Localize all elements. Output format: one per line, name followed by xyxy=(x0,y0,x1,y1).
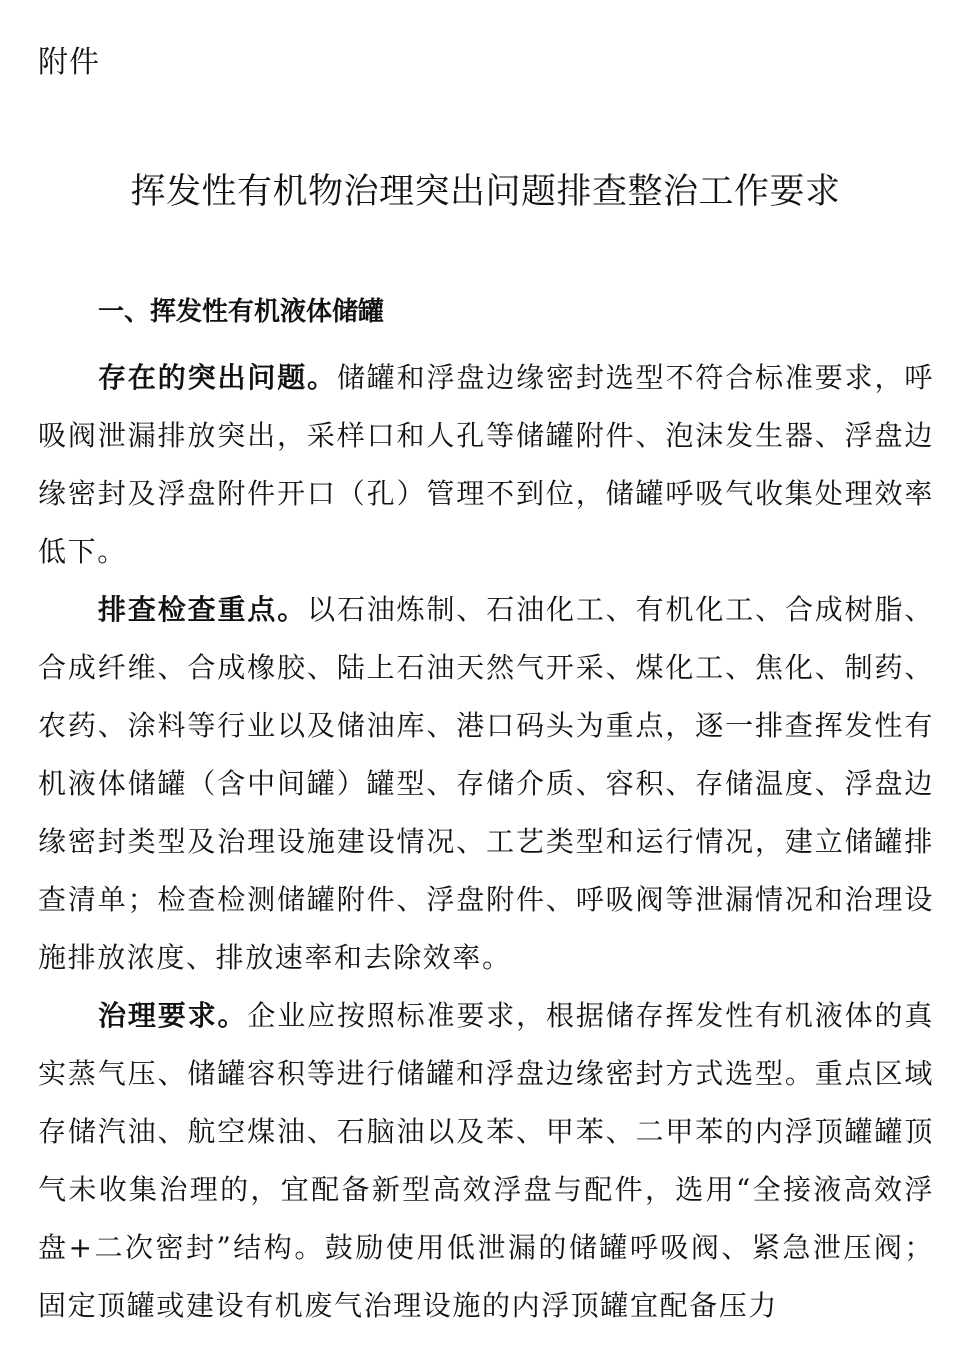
paragraph-inspection-focus xyxy=(38,581,934,987)
paragraph-problems xyxy=(38,349,934,581)
paragraph-text: 企业应按照标准要求，根据储存挥发性有机液体的真实蒸气压、储罐容积等进行储罐和浮盘边缘密封方式选型。重点区域存储汽油、航空煤油、石脑油以及苯、甲苯、二甲苯的内浮顶罐罐顶气未收集治理的，宜配备新型高效浮盘与配件，选用“全接液高效浮盘+二次密封”结构。鼓励使用低泄漏的储罐呼吸阀、紧急泄压阀；固定顶罐或建设有机废气治理设施的内浮顶罐宜配备压力 xyxy=(38,999,934,1322)
paragraph-text: 以石油炼制、石油化工、有机化工、合成树脂、合成纤维、合成橡胶、陆上石油天然气开采、煤化工、焦化、制药、农药、涂料等行业以及储油库、港口码头为重点，逐一排查挥发性有机液体储罐（含中间罐）罐型、存储介质、容积、存储温度、浮盘边缘密封类型及治理设施建设情况、工艺类型和运行情况，建立储罐排查清单；检查检测储罐附件、浮盘附件、呼吸阀等泄漏情况和治理设施排放浓度、排放速率和去除效率。 xyxy=(38,593,935,974)
paragraph-lead: 存在的突出问题。 xyxy=(98,361,337,394)
paragraph-requirements xyxy=(38,987,934,1335)
section-heading: 一、挥发性有机液体储罐 xyxy=(98,297,385,327)
paragraph-lead: 排查检查重点。 xyxy=(98,593,308,626)
document-title: 挥发性有机物治理突出问题排查整治工作要求 xyxy=(130,172,841,212)
section-body xyxy=(38,349,934,1335)
paragraph-text: 储罐和浮盘边缘密封选型不符合标准要求，呼吸阀泄漏排放突出，采样口和人孔等储罐附件、泡沫发生器、浮盘边缘密封及浮盘附件开口（孔）管理不到位，储罐呼吸气收集处理效率低下。 xyxy=(38,361,934,568)
paragraph-lead: 治理要求。 xyxy=(98,999,248,1032)
attachment-label: 附件 xyxy=(38,45,100,80)
